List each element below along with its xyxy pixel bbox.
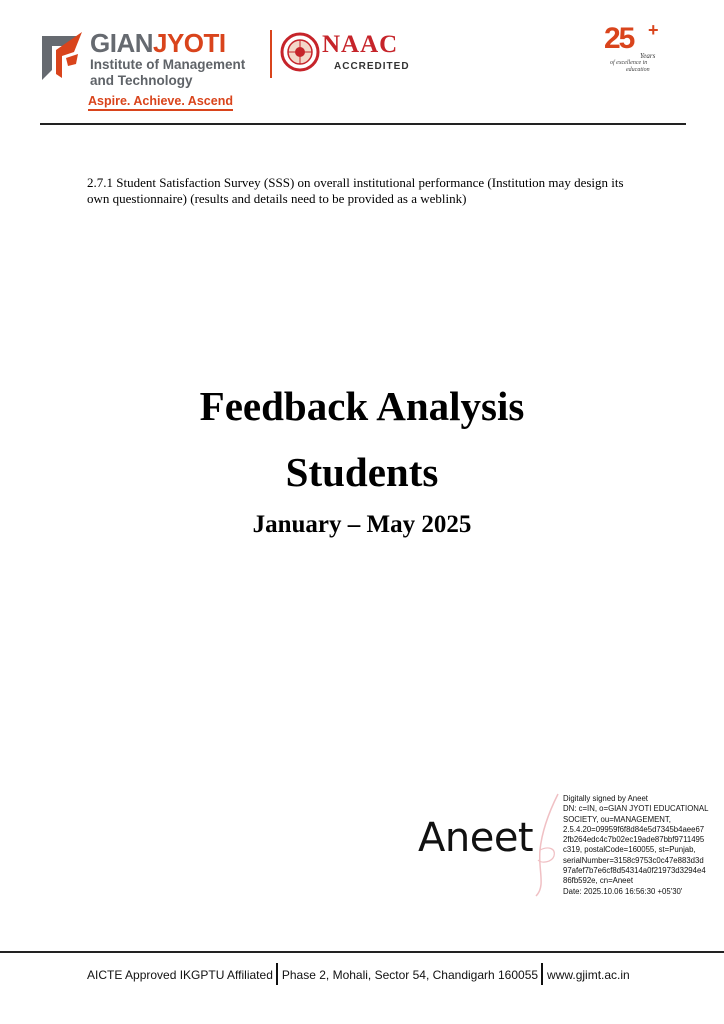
footer-approval: AICTE Approved IKGPTU Affiliated xyxy=(87,968,273,982)
institute-name-part1: GIAN xyxy=(90,28,153,58)
footer-website-link[interactable]: www.gjimt.ac.in xyxy=(547,968,630,982)
anniversary-years-label: Years xyxy=(640,52,656,60)
naac-logo xyxy=(280,30,425,80)
document-title: Feedback Analysis xyxy=(199,383,525,429)
signature-detail-line: 2.5.4.20=09959f6f8d84e5d7345b4aee67 xyxy=(563,824,705,834)
footer-rule xyxy=(0,951,724,953)
naac-title: NAAC xyxy=(322,31,399,58)
signature-detail-line: 97afef7b7e6cf8d54314a0f21973d3294e4 xyxy=(563,866,706,876)
naac-accredited-label: ACCREDITED xyxy=(334,61,410,72)
signature-detail-line: serialNumber=3158c9753c0c47e883d3d xyxy=(563,855,704,865)
signature-detail-line: Date: 2025.10.06 16:56:30 +05'30' xyxy=(563,886,683,896)
header-rule xyxy=(40,123,686,125)
anniversary-plus: + xyxy=(648,20,659,40)
signature-detail-line: SOCIETY, ou=MANAGEMENT, xyxy=(563,814,671,824)
institute-subtitle xyxy=(90,57,245,89)
institute-name xyxy=(90,28,226,58)
signature-detail-line: DN: c=IN, o=GIAN JYOTI EDUCATIONAL xyxy=(563,804,709,814)
report-period: January – May 2025 xyxy=(252,511,472,538)
anniversary-logo xyxy=(596,22,676,80)
institute-tagline: Aspire. Achieve. Ascend xyxy=(88,94,233,111)
anniversary-tagline xyxy=(610,60,650,74)
anniversary-number: 25 xyxy=(604,22,634,55)
institute-name-part2: JYOTI xyxy=(153,28,226,58)
signature-detail-line: 2fb264edc4c7b02ec19ade87bbf9711495 xyxy=(563,835,705,845)
footer xyxy=(87,963,630,985)
footer-separator xyxy=(276,963,278,985)
naac-emblem-icon xyxy=(280,32,320,72)
anniversary-tagline-line1: of excellence in xyxy=(610,60,648,66)
signature-detail-line: c319, postalCode=160055, st=Punjab, xyxy=(563,845,696,855)
footer-separator xyxy=(541,963,543,985)
footer-address: Phase 2, Mohali, Sector 54, Chandigarh 160055 xyxy=(281,968,539,982)
gian-jyoti-logo xyxy=(38,26,278,116)
signature-flourish-icon xyxy=(528,790,568,900)
gian-jyoti-emblem-icon xyxy=(38,30,88,82)
digital-signature-details xyxy=(563,794,713,897)
signature-detail-line: Digitally signed by Aneet xyxy=(563,794,648,803)
anniversary-tagline-line2: education xyxy=(626,67,650,73)
logo-divider xyxy=(270,30,272,78)
criterion-description: 2.7.1 Student Satisfaction Survey (SSS) on overall institutional performance (Institution may design its own questionnaire) (results and details need to be provided as a weblink) xyxy=(87,175,624,206)
signature-detail-line: 86fb592e, cn=Aneet xyxy=(563,876,634,886)
institute-subtitle-line2: and Technology xyxy=(90,73,193,88)
institute-subtitle-line1: Institute of Management xyxy=(90,57,246,72)
signature-name: Aneet xyxy=(418,815,534,861)
document-subtitle: Students xyxy=(285,449,439,495)
